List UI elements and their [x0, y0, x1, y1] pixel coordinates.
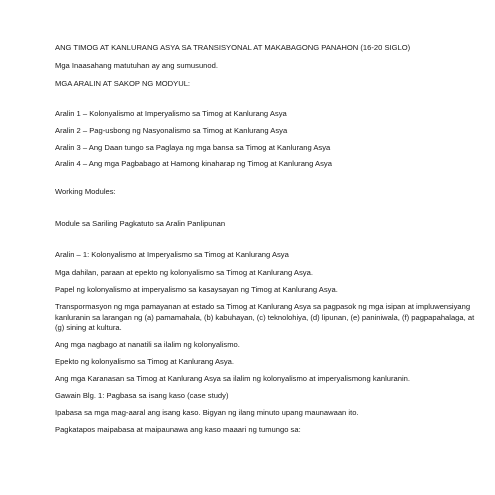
- lesson-item-4: Aralin 4 – Ang mga Pagbabago at Hamong kinaharap ng Timog at Kanlurang Asya: [55, 159, 332, 168]
- body-paragraph-6: Ang mga Karanasan sa Timog at Kanlurang Asya sa ilalim ng kolonyalismo at imperyalismong kanluranin.: [55, 374, 410, 383]
- activity-heading: Gawain Blg. 1: Pagbasa sa isang kaso (case study): [55, 391, 229, 400]
- document-title: ANG TIMOG AT KANLURANG ASYA SA TRANSISYONAL AT MAKABAGONG PANAHON (16-20 SIGLO): [55, 43, 411, 52]
- lesson-item-2: Aralin 2 – Pag-usbong ng Nasyonalismo sa Timog at Kanlurang Asya: [55, 126, 288, 135]
- body-paragraph-4: Ang mga nagbago at nanatili sa ilalim ng kolonyalismo.: [55, 340, 240, 349]
- body-paragraph-1: Mga dahilan, paraan at epekto ng kolonyalismo sa Timog at Kanlurang Asya.: [55, 268, 313, 277]
- lesson-item-3: Aralin 3 – Ang Daan tungo sa Paglaya ng mga bansa sa Timog at Kanlurang Asya: [55, 143, 331, 152]
- working-modules-heading: Working Modules:: [55, 187, 116, 196]
- body-paragraph-3: Transpormasyon ng mga pamayanan at estado sa Timog at Kanlurang Asya sa pagpasok ng mga isipan at impluwensiyang kanluranin sa larangan ng (a) pamamahala, (b) kabuhayan, (c) teknolohiya, (d) lipunan, (e) paniniwala, (f) pagpapahalaga, at (g) sining at kultura.: [55, 302, 475, 332]
- module-title: Module sa Sariling Pagkatuto sa Aralin Panlipunan: [55, 219, 226, 228]
- body-paragraph-7: Ipabasa sa mga mag-aaral ang isang kaso. Bigyan ng ilang minuto upang maunawaan ito.: [55, 408, 359, 417]
- body-paragraph-2: Papel ng kolonyalismo at imperyalismo sa kasaysayan ng Timog at Kanlurang Asya.: [55, 285, 338, 294]
- body-paragraph-8: Pagkatapos maipabasa at maipaunawa ang kaso maaari ng tumungo sa:: [55, 425, 301, 434]
- lesson1-heading: Aralin – 1: Kolonyalismo at Imperyalismo sa Timog at Kanlurang Asya: [55, 250, 289, 259]
- lesson-item-1: Aralin 1 – Kolonyalismo at Imperyalismo sa Timog at Kanlurang Asya: [55, 109, 287, 118]
- body-paragraph-5: Epekto ng kolonyalismo sa Timog at Kanlurang Asya.: [55, 357, 234, 366]
- scope-heading: MGA ARALIN AT SAKOP NG MODYUL:: [55, 79, 191, 88]
- intro-text: Mga Inaasahang matutuhan ay ang sumusunod.: [55, 61, 218, 70]
